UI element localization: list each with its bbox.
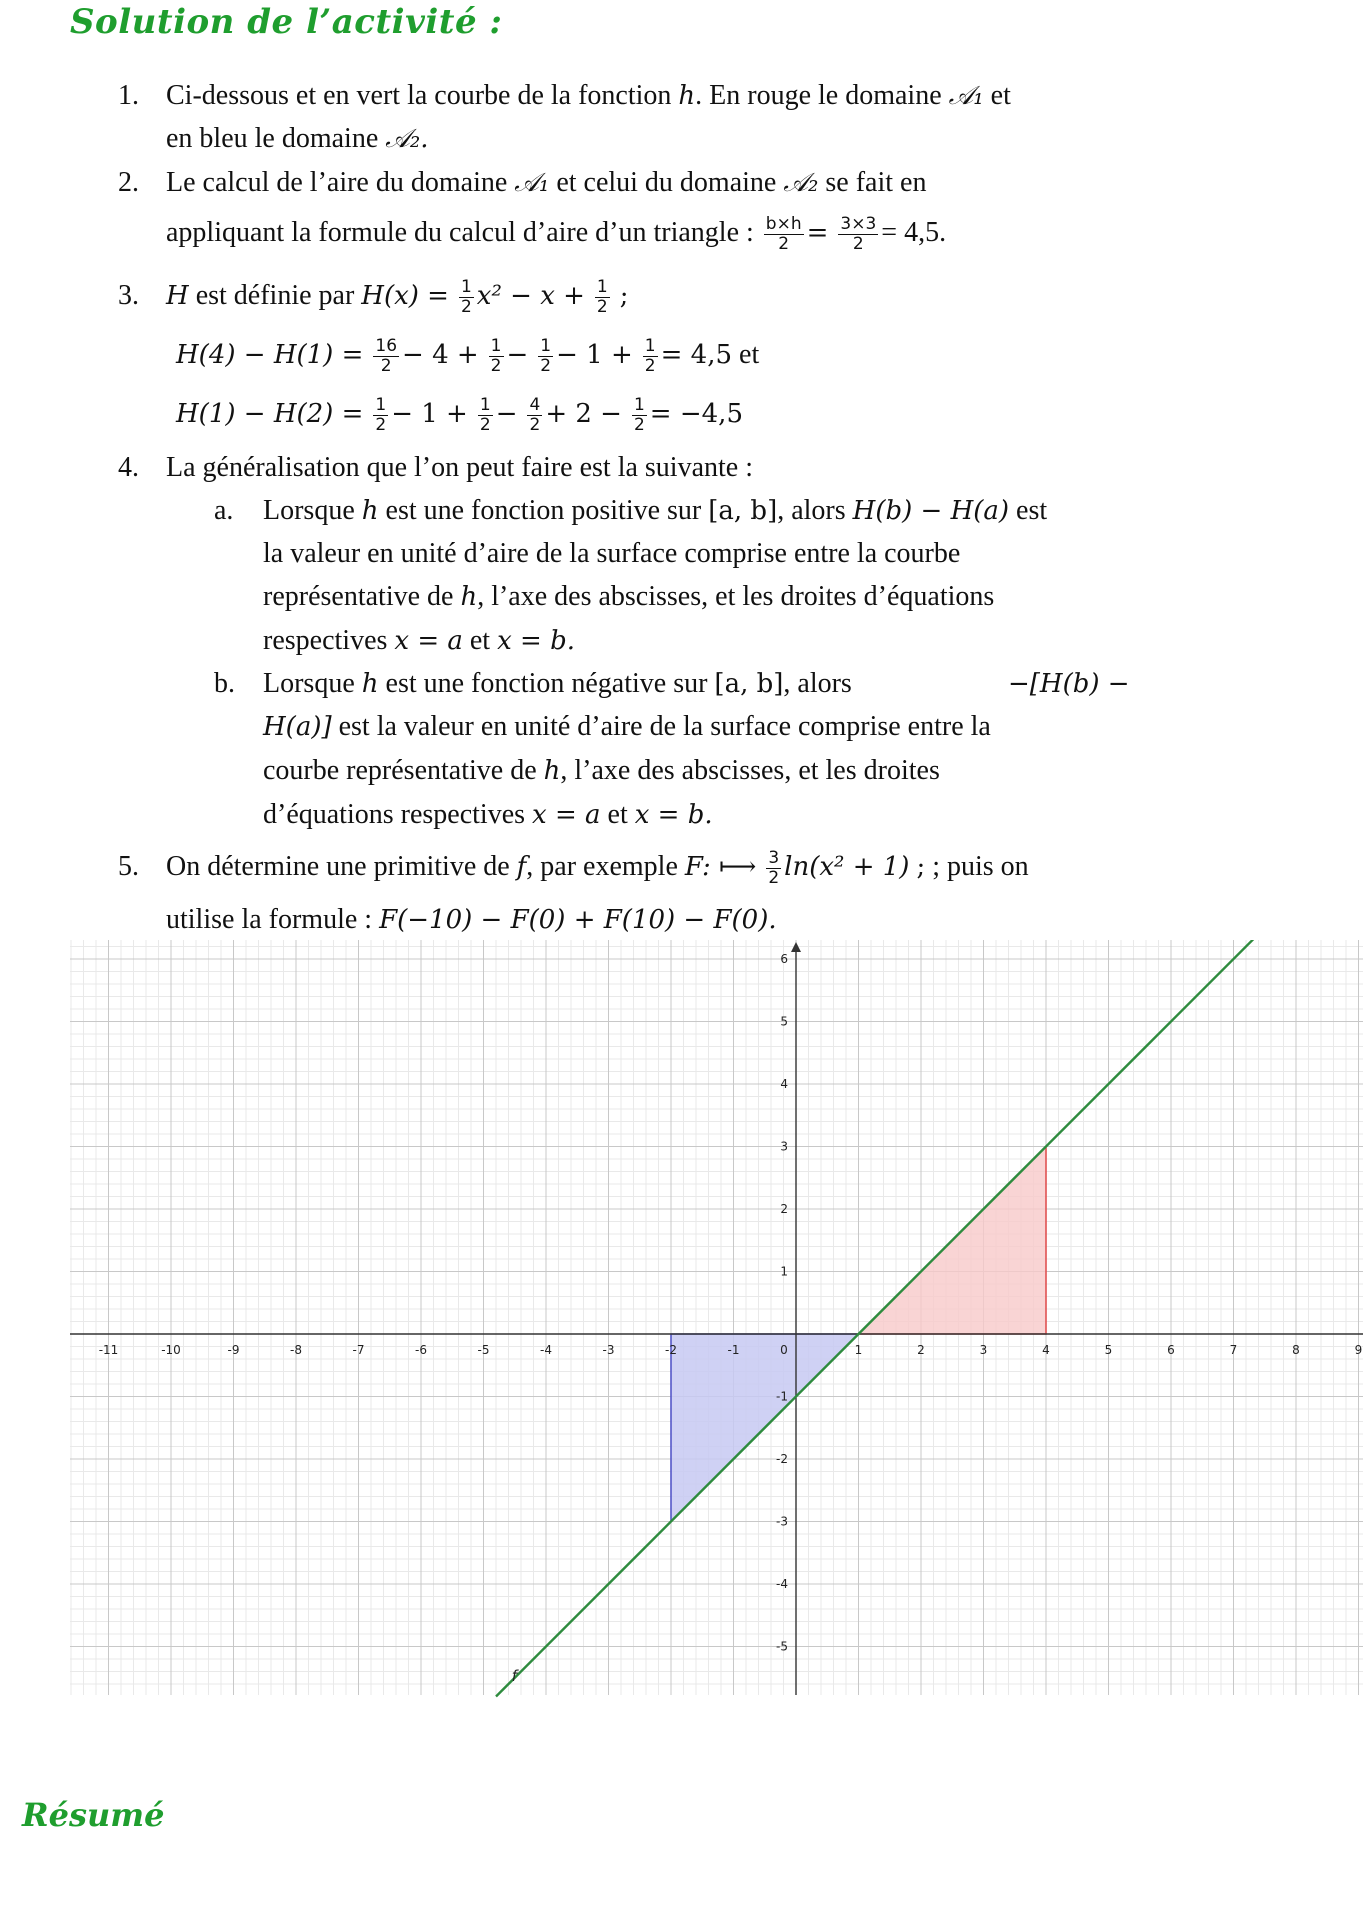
sub-item-letter: a. <box>214 495 234 526</box>
item-4a-line-4: respectives x = a et x = b. <box>263 625 575 656</box>
x-tick-label: -11 <box>98 1343 119 1357</box>
x-tick-label: 7 <box>1229 1343 1238 1357</box>
item-4a-line-2: la valeur en unité d’aire de la surface comprise entre la courbe <box>263 538 961 569</box>
item-3-line-3: H(1) − H(2) = $\frac{1}{2}$ − 1 + $\frac{1}{2}$ − $\frac{4}{2}$ + 2 − $\frac{1}{2}$ = −4,5 <box>176 395 743 436</box>
item-number: 1. <box>118 80 139 111</box>
y-tick-labels <box>776 952 788 1654</box>
y-tick-label: -3 <box>776 1514 788 1529</box>
y-tick-label: 2 <box>780 1202 788 1216</box>
item-5-line-2: utilise la formule : F(−10) − F(0) + F(10) − F(0). <box>166 904 777 935</box>
x-tick-label: -2 <box>665 1343 677 1357</box>
x-tick-label: -9 <box>227 1343 240 1357</box>
x-tick-label: -3 <box>602 1343 615 1357</box>
x-tick-label: 3 <box>979 1343 988 1357</box>
y-tick-label: 6 <box>780 952 788 966</box>
x-tick-label: 6 <box>1167 1343 1175 1357</box>
item-4b-line-2: H(a)] est la valeur en unité d’aire de la surface comprise entre la <box>263 711 991 742</box>
x-tick-label: 9 <box>1354 1343 1363 1357</box>
y-tick-label: -4 <box>776 1577 788 1591</box>
item-3-line-2: H(4) − H(1) = $\frac{16}{2}$ − 4 + $\frac{1}{2}$ − $\frac{1}{2}$ − 1 + $\frac{1}{2}$ = 4,5 et <box>176 336 760 377</box>
x-tick-label: 4 <box>1042 1343 1050 1357</box>
sub-item-letter: b. <box>214 668 235 699</box>
item-3-line-1: H est définie par H(x) = $\frac{1}{2}$ x² − x + $\frac{1}{2}$ ; <box>166 277 629 318</box>
major-grid <box>70 940 1363 1695</box>
minor-grid <box>70 940 1363 1695</box>
item-4a-line-3: représentative de h, l’axe des abscisses, et les droites d’équations <box>263 581 995 612</box>
item-4b-line-3: courbe représentative de h, l’axe des abscisses, et les droites <box>263 755 940 786</box>
item-number: 3. <box>118 280 139 311</box>
item-4b-line-4: d’équations respectives x = a et x = b. <box>263 799 713 830</box>
item-number: 4. <box>118 452 139 483</box>
x-tick-label: -4 <box>540 1343 552 1357</box>
x-tick-label: 5 <box>1104 1343 1113 1357</box>
y-tick-label: -2 <box>776 1452 788 1466</box>
function-graph <box>0 940 1363 1700</box>
x-tick-label: 0 <box>780 1343 788 1357</box>
item-4b-line-1-end: −[H(b) − <box>1008 669 1130 699</box>
x-tick-label: 8 <box>1292 1343 1300 1357</box>
y-tick-label: 4 <box>780 1077 788 1091</box>
item-number: 2. <box>118 167 139 198</box>
x-tick-label: -7 <box>352 1343 365 1357</box>
item-1-line-2: en bleu le domaine 𝒜₂. <box>166 123 429 154</box>
item-2-line-2: appliquant la formule du calcul d’aire d’un triangle : $\frac{b\times h}{2}$ = $\frac{3\times 3}{2}$ = 4,5. <box>166 214 947 255</box>
item-4-line-1: La généralisation que l’on peut faire est la suivante : <box>166 452 754 483</box>
x-tick-label: -10 <box>161 1343 181 1357</box>
item-2-line-1: Le calcul de l’aire du domaine 𝒜₁ et celui du domaine 𝒜₂ se fait en <box>166 167 927 198</box>
x-tick-label: -8 <box>290 1343 302 1357</box>
item-1-line-1: Ci-dessous et en vert la courbe de la fonction h. En rouge le domaine 𝒜₁ et <box>166 80 1011 111</box>
x-tick-label: -6 <box>415 1343 427 1357</box>
y-tick-label: -5 <box>776 1639 788 1654</box>
x-tick-labels <box>99 1343 1363 1357</box>
item-4a-line-1: Lorsque h est une fonction positive sur [a, b], alors H(b) − H(a) est <box>263 495 1048 526</box>
item-number: 5. <box>118 851 139 882</box>
item-4b-line-1: Lorsque h est une fonction négative sur [a, b], alors <box>263 668 852 699</box>
page-title: Solution de l’activité : <box>70 2 503 42</box>
y-tick-label: 1 <box>780 1264 788 1279</box>
x-tick-label: 1 <box>854 1343 863 1357</box>
x-tick-label: -1 <box>727 1343 740 1357</box>
y-tick-label: -1 <box>776 1389 788 1404</box>
curve-label-f: f <box>511 1666 517 1685</box>
section-heading-resume: Résumé <box>22 1796 165 1834</box>
x-tick-label: 2 <box>917 1343 925 1357</box>
item-5-line-1: On détermine une primitive de f, par exemple F: ⟼ $\frac{3}{2}$ ln(x² + 1) ; ; puis on <box>166 848 1029 889</box>
x-tick-label: -5 <box>477 1343 490 1357</box>
y-tick-label: 3 <box>780 1139 788 1154</box>
y-tick-label: 5 <box>780 1014 788 1029</box>
